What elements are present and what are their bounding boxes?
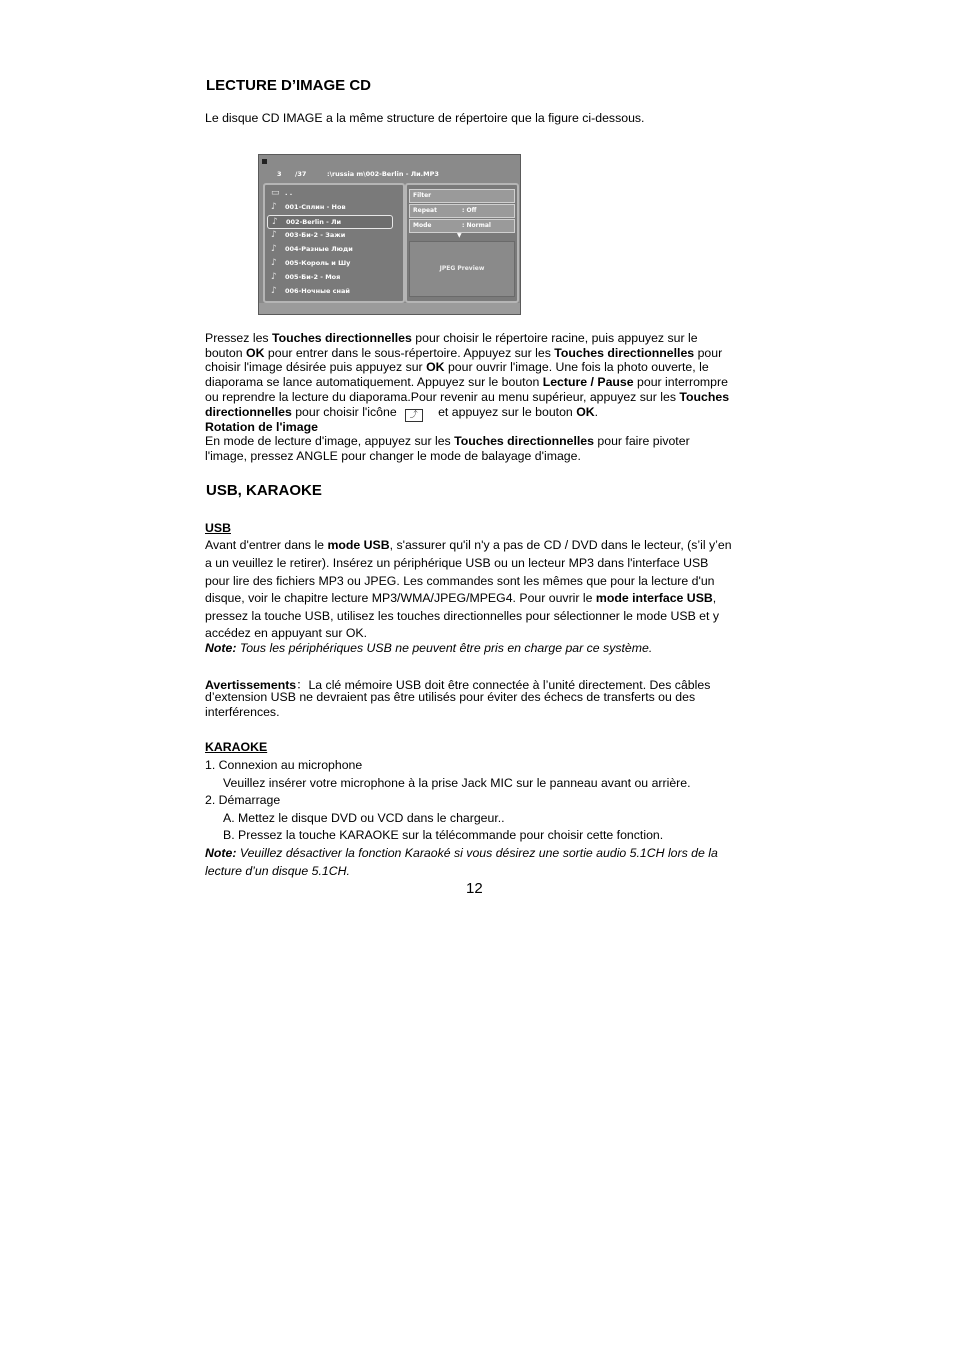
intro-text: Le disque CD IMAGE a la même structure de répertoire que la figure ci-dessous. xyxy=(205,111,645,125)
usb-heading: USB xyxy=(205,521,231,535)
karaoke-note-line1: Note: Veuillez désactiver la fonction Karaoké si vous désirez une sortie audio 5.1CH lors de la xyxy=(205,846,718,860)
status-bar xyxy=(259,303,520,314)
file-path: :\russia m\002-Berlin - Ли.MP3 xyxy=(327,170,439,178)
list-item[interactable]: ♪ 004-Разные Люди xyxy=(271,244,353,254)
music-note-icon: ♪ xyxy=(271,258,277,268)
karaoke-step2: 2. Démarrage xyxy=(205,793,281,807)
usb-line5: pressez la touche USB, utilisez les touches directionnelles pour sélectionner le mode USB et y xyxy=(205,609,720,623)
options-panel xyxy=(405,183,519,303)
para1-line1: Pressez les Touches directionnelles pour choisir le répertoire racine, puis appuyez sur le xyxy=(205,331,698,345)
para1-line3: choisir l'image désirée puis appuyez sur OK pour ouvrir l'image. Une fois la photo ouverte, le xyxy=(205,360,709,374)
list-item[interactable]: ♪ 003-Би-2 - Зажи xyxy=(271,230,346,240)
list-item[interactable]: ♪ 005-Король и Шу xyxy=(271,258,351,268)
page-number: 12 xyxy=(466,880,483,897)
music-note-icon: ♪ xyxy=(271,230,277,240)
section-title-lecture-image: LECTURE D’IMAGE CD xyxy=(206,77,371,94)
list-item[interactable]: ▭ . . xyxy=(271,188,293,198)
list-item[interactable]: ♪ 001-Сплин - Нов xyxy=(271,202,346,212)
karaoke-step1-text: Veuillez insérer votre microphone à la prise Jack MIC sur le panneau avant ou arrière. xyxy=(223,776,691,790)
usb-line2: a un veuillez le retirer). Insérez un périphérique USB ou un lecteur MP3 dans l'interface USB xyxy=(205,556,709,570)
folder-icon: ▭ xyxy=(271,188,280,198)
warning-line2: d’extension USB ne devraient pas être utilisés pour éviter des échecs de transferts ou des xyxy=(205,690,696,704)
track-total: /37 xyxy=(295,170,307,178)
rotation-line1: En mode de lecture d'image, appuyez sur les Touches directionnelles pour faire pivoter xyxy=(205,434,690,448)
track-count: 3 xyxy=(277,170,282,178)
music-note-icon: ♪ xyxy=(271,272,277,282)
para1-line2: bouton OK pour entrer dans le sous-répertoire. Appuyez sur les Touches directionnelles pour xyxy=(205,346,723,360)
karaoke-heading: KARAOKE xyxy=(205,740,268,754)
music-note-icon: ♪ xyxy=(272,217,278,227)
usb-line4: disque, voir le chapitre lecture MP3/WMA/JPEG/MPEG4. Pour ouvrir le mode interface USB, xyxy=(205,591,717,605)
rotation-title: Rotation de l'image xyxy=(205,420,318,434)
usb-line6: accédez en appuyant sur OK. xyxy=(205,626,368,640)
folder-up-icon: ⤴ xyxy=(405,409,423,422)
karaoke-note-line2: lecture d’un disque 5.1CH. xyxy=(205,864,350,878)
music-note-icon: ♪ xyxy=(271,286,277,296)
karaoke-step1: 1. Connexion au microphone xyxy=(205,758,363,772)
filter-option[interactable]: Filter xyxy=(409,189,515,203)
usb-line1: Avant d'entrer dans le mode USB, s'assurer qu'il n'y a pas de CD / DVD dans le lecteur, (s’il y’en xyxy=(205,538,732,552)
para1-line4: diaporama se lance automatiquement. Appuyez sur le bouton Lecture / Pause pour interrompre xyxy=(205,375,728,389)
music-note-icon: ♪ xyxy=(271,202,277,212)
chevron-down-icon: ▼ xyxy=(457,232,462,239)
file-list-panel xyxy=(263,183,405,303)
warning-line3: interférences. xyxy=(205,705,280,719)
list-item[interactable]: ♪ 005-Би-2 - Моя xyxy=(271,272,341,282)
usb-note: Note: Tous les périphériques USB ne peuvent être pris en charge par ce système. xyxy=(205,641,653,655)
stop-icon xyxy=(262,159,267,164)
rotation-line2: l'image, pressez ANGLE pour changer le mode de balayage d'image. xyxy=(205,449,581,463)
usb-line3: pour lire des fichiers MP3 ou JPEG. Les commandes sont les mêmes que pour la lecture d'un xyxy=(205,574,715,588)
section-title-usb-karaoke: USB, KARAOKE xyxy=(206,482,322,499)
karaoke-step2b: B. Pressez la touche KARAOKE sur la télécommande pour choisir cette fonction. xyxy=(223,828,664,842)
para1-line6: directionnelles pour choisir l'icône ⤴ et appuyez sur le bouton OK. xyxy=(205,405,598,422)
music-note-icon: ♪ xyxy=(271,244,277,254)
mode-option[interactable]: Mode : Normal xyxy=(409,219,515,233)
list-item-selected[interactable]: ♪ 002-Berlin - Ли xyxy=(267,215,393,229)
para1-line5: ou reprendre la lecture du diaporama.Pour revenir au menu supérieur, appuyez sur les Touches xyxy=(205,390,730,404)
image-cd-screenshot xyxy=(258,154,521,315)
karaoke-step2a: A. Mettez le disque DVD ou VCD dans le chargeur.. xyxy=(223,811,505,825)
jpeg-preview: JPEG Preview xyxy=(409,241,515,297)
list-item[interactable]: ♪ 006-Ночные снай xyxy=(271,286,350,296)
warning-line1: Avertissements：La clé mémoire USB doit être connectée à l’unité directement. Des câbles xyxy=(205,678,711,692)
repeat-option[interactable]: Repeat : Off xyxy=(409,204,515,218)
